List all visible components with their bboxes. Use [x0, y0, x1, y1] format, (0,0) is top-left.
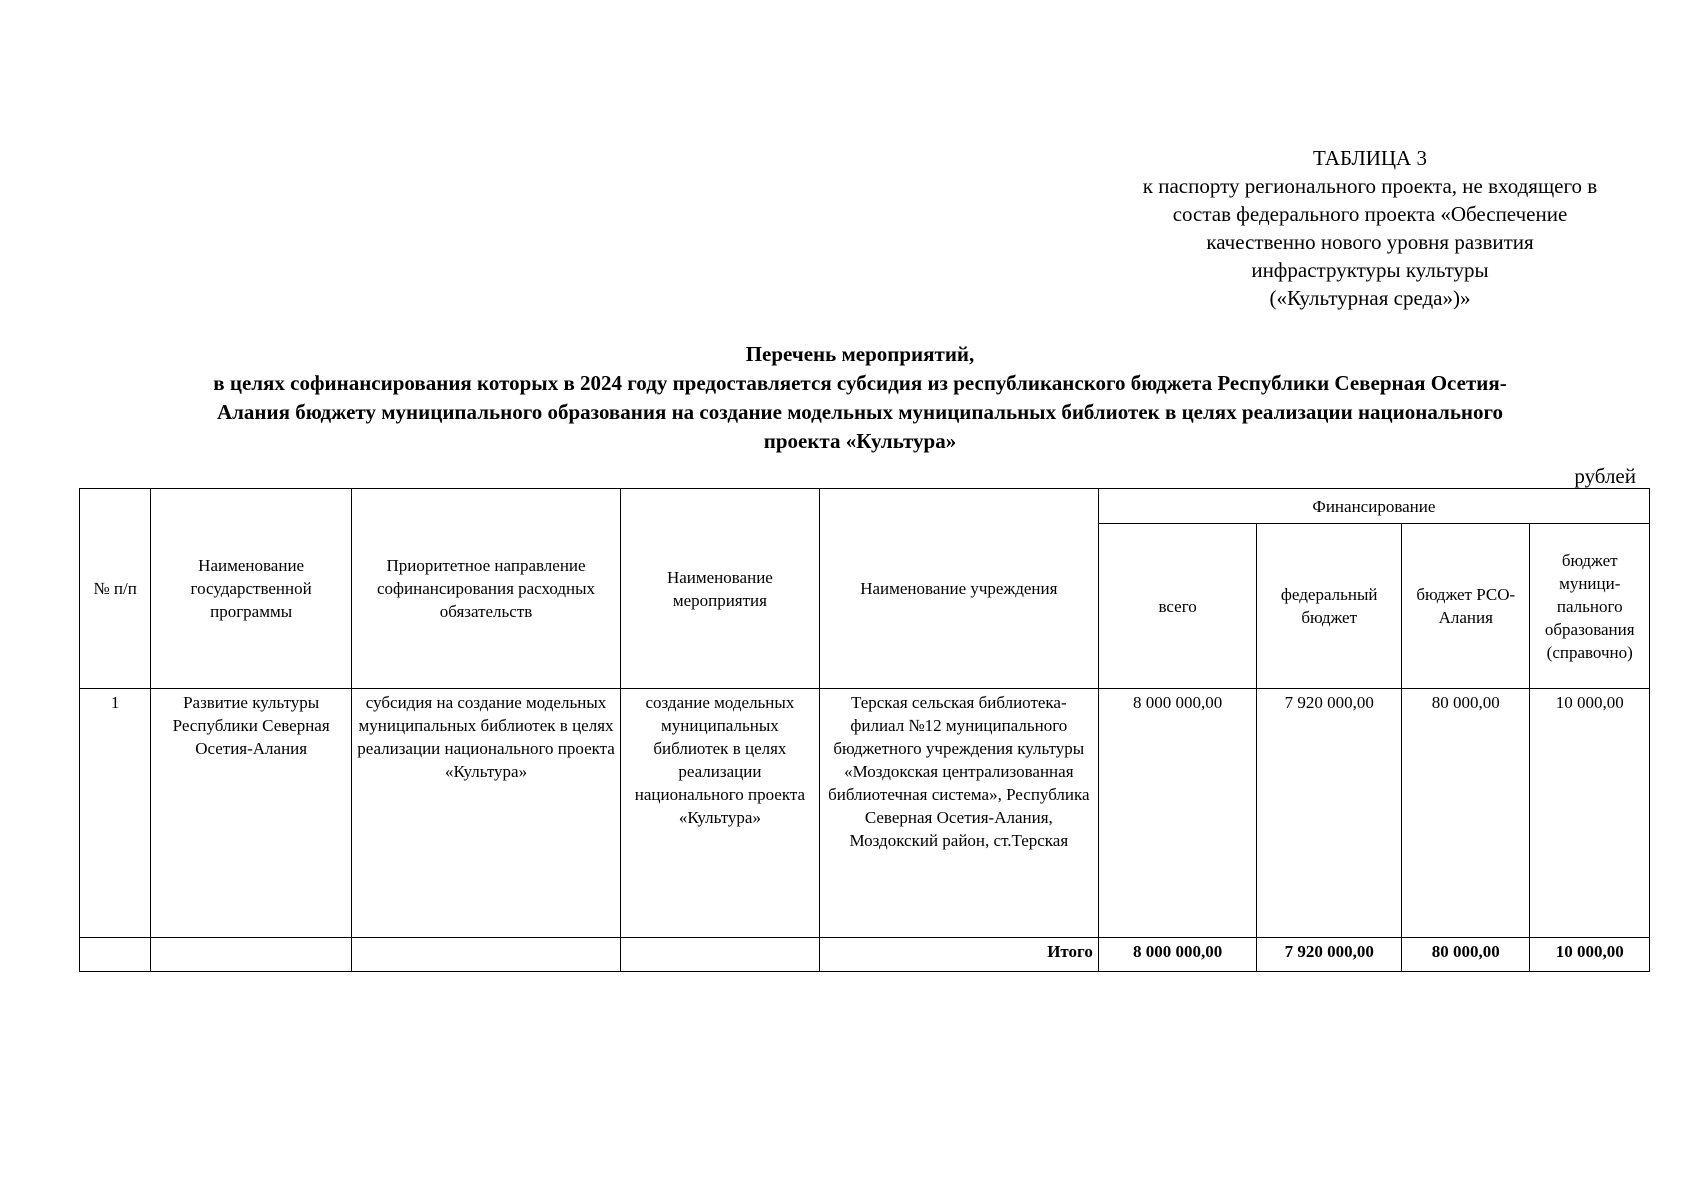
totals-federal: 7 920 000,00: [1257, 938, 1402, 972]
title-line: в целях софинансирования которых в 2024 году предоставляется субсидия из республиканского бюджета Республики Северная Осетия-: [213, 371, 1507, 395]
table-row: [80, 689, 1650, 938]
appendix-line: («Культурная среда»)»: [1269, 286, 1471, 310]
appendix-line: состав федерального проекта «Обеспечение: [1172, 202, 1568, 226]
events-table: [79, 488, 1650, 972]
cell-program: Развитие культуры Республики Северная Осетия-Алания: [151, 689, 352, 938]
appendix-line: к паспорту регионального проекта, не входящего в: [1142, 174, 1598, 198]
header-institution: Наименование учреждения: [819, 489, 1098, 689]
totals-republic: 80 000,00: [1401, 938, 1529, 972]
header-federal: федеральный бюджет: [1257, 524, 1402, 689]
totals-total: 8 000 000,00: [1098, 938, 1257, 972]
document-title: [80, 340, 1640, 456]
cell-num: 1: [80, 689, 151, 938]
cell-total: 8 000 000,00: [1098, 689, 1257, 938]
header-event: Наименование мероприятия: [621, 489, 820, 689]
totals-label: Итого: [819, 938, 1098, 972]
cell-republic: 80 000,00: [1401, 689, 1529, 938]
cell-direction: субсидия на создание модельных муниципальных библиотек в целях реализации национального проекта «Культура»: [352, 689, 621, 938]
cell-municipal: 10 000,00: [1530, 689, 1650, 938]
header-total: всего: [1098, 524, 1257, 689]
empty-cell: [80, 938, 151, 972]
title-line: Алания бюджету муниципального образования на создание модельных муниципальных библиотек в целях реализации национального: [216, 400, 1504, 424]
header-municipal: бюджет муници-пального образования (справочно): [1530, 524, 1650, 689]
totals-municipal: 10 000,00: [1530, 938, 1650, 972]
title-line: проекта «Культура»: [763, 429, 957, 453]
cell-federal: 7 920 000,00: [1257, 689, 1402, 938]
appendix-line: качественно нового уровня развития: [1206, 230, 1534, 254]
appendix-table-label: ТАБЛИЦА 3: [1313, 146, 1427, 170]
header-financing: Финансирование: [1098, 489, 1649, 524]
header-program: Наименование государственной программы: [151, 489, 352, 689]
header-republic: бюджет РСО-Алания: [1401, 524, 1529, 689]
currency-unit: рублей: [1574, 464, 1636, 488]
empty-cell: [151, 938, 352, 972]
title-line: Перечень мероприятий,: [745, 342, 975, 366]
header-num: № п/п: [80, 489, 151, 689]
appendix-block: [1100, 144, 1640, 312]
header-direction: Приоритетное направление софинансирования расходных обязательств: [352, 489, 621, 689]
empty-cell: [352, 938, 621, 972]
cell-event: создание модельных муниципальных библиотек в целях реализации национального проекта «Культура»: [621, 689, 820, 938]
cell-institution: Терская сельская библиотека-филиал №12 муниципального бюджетного учреждения культуры «Моздокская централизованная библиотечная система», Республика Северная Осетия-Алания, Моздокский район, ст.Терская: [819, 689, 1098, 938]
appendix-line: инфраструктуры культуры: [1251, 258, 1489, 282]
totals-row: [80, 938, 1650, 972]
empty-cell: [621, 938, 820, 972]
